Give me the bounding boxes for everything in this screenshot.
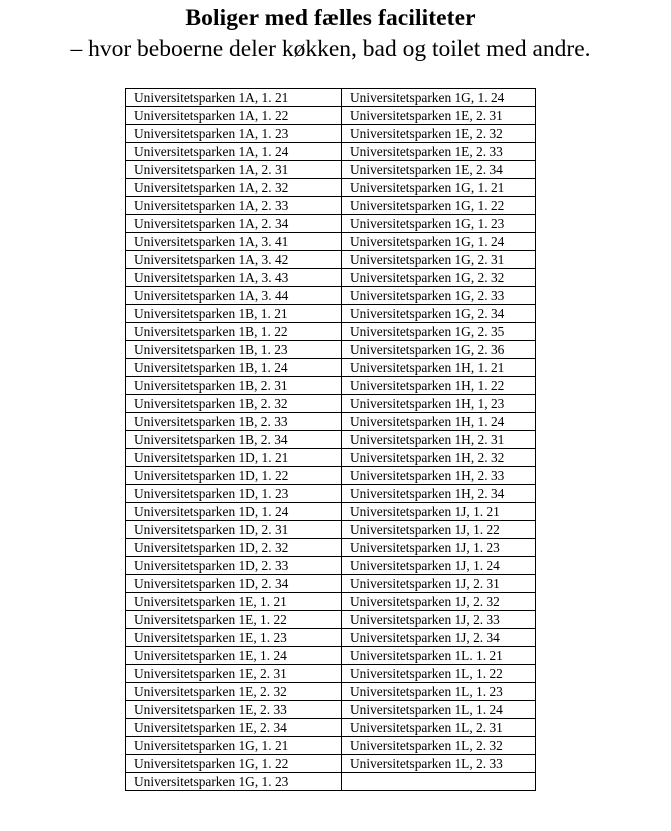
table-row [126, 611, 536, 629]
address-cell: Universitetsparken 1G, 1. 24 [342, 89, 536, 107]
address-cell: Universitetsparken 1H, 1. 21 [342, 359, 536, 377]
table-row [126, 359, 536, 377]
table-row [126, 647, 536, 665]
table-row [126, 503, 536, 521]
address-cell: Universitetsparken 1L, 1. 23 [342, 683, 536, 701]
address-cell: Universitetsparken 1J, 2. 31 [342, 575, 536, 593]
address-cell: Universitetsparken 1A, 2. 33 [126, 197, 342, 215]
address-cell: Universitetsparken 1G, 2. 33 [342, 287, 536, 305]
address-cell: Universitetsparken 1D, 2. 33 [126, 557, 342, 575]
table-row [126, 539, 536, 557]
address-cell: Universitetsparken 1J, 1. 21 [342, 503, 536, 521]
document-subtitle: – hvor beboerne deler køkken, bad og toilet med andre. [70, 36, 591, 62]
address-cell: Universitetsparken 1H, 2. 31 [342, 431, 536, 449]
table-row [126, 251, 536, 269]
address-cell: Universitetsparken 1A, 3. 44 [126, 287, 342, 305]
table-row [126, 215, 536, 233]
address-cell: Universitetsparken 1E, 2. 34 [342, 161, 536, 179]
address-cell: Universitetsparken 1E, 2. 31 [342, 107, 536, 125]
table-row [126, 305, 536, 323]
address-cell: Universitetsparken 1G, 2. 36 [342, 341, 536, 359]
address-cell: Universitetsparken 1D, 2. 31 [126, 521, 342, 539]
address-cell: Universitetsparken 1G, 1. 22 [342, 197, 536, 215]
address-cell: Universitetsparken 1E, 2. 33 [126, 701, 342, 719]
address-cell: Universitetsparken 1D, 1. 21 [126, 449, 342, 467]
address-cell: Universitetsparken 1J, 1. 22 [342, 521, 536, 539]
address-cell: Universitetsparken 1A, 2. 32 [126, 179, 342, 197]
address-cell: Universitetsparken 1G, 1. 21 [126, 737, 342, 755]
address-cell: Universitetsparken 1D, 1. 23 [126, 485, 342, 503]
address-cell: Universitetsparken 1H, 2. 33 [342, 467, 536, 485]
address-cell: Universitetsparken 1E, 2. 34 [126, 719, 342, 737]
table-row [126, 485, 536, 503]
address-cell: Universitetsparken 1E, 2. 31 [126, 665, 342, 683]
address-cell: Universitetsparken 1A, 3. 42 [126, 251, 342, 269]
table-row [126, 719, 536, 737]
table-row [126, 269, 536, 287]
address-cell: Universitetsparken 1H, 1. 22 [342, 377, 536, 395]
address-cell: Universitetsparken 1E, 1. 21 [126, 593, 342, 611]
address-cell: Universitetsparken 1B, 2. 31 [126, 377, 342, 395]
address-cell: Universitetsparken 1A, 1. 21 [126, 89, 342, 107]
address-cell: Universitetsparken 1D, 2. 34 [126, 575, 342, 593]
address-cell: Universitetsparken 1D, 2. 32 [126, 539, 342, 557]
address-cell: Universitetsparken 1A, 1. 24 [126, 143, 342, 161]
address-cell: Universitetsparken 1D, 1. 24 [126, 503, 342, 521]
address-cell: Universitetsparken 1L, 1. 22 [342, 665, 536, 683]
address-cell: Universitetsparken 1A, 3. 43 [126, 269, 342, 287]
address-cell [342, 773, 536, 791]
table-row [126, 323, 536, 341]
address-cell: Universitetsparken 1D, 1. 22 [126, 467, 342, 485]
address-cell: Universitetsparken 1B, 2. 32 [126, 395, 342, 413]
address-cell: Universitetsparken 1L, 2. 33 [342, 755, 536, 773]
address-cell: Universitetsparken 1B, 2. 34 [126, 431, 342, 449]
table-row [126, 575, 536, 593]
table-row [126, 197, 536, 215]
address-cell: Universitetsparken 1A, 3. 41 [126, 233, 342, 251]
address-cell: Universitetsparken 1J, 1. 24 [342, 557, 536, 575]
table-row [126, 665, 536, 683]
table-row [126, 107, 536, 125]
address-cell: Universitetsparken 1B, 1. 23 [126, 341, 342, 359]
table-row [126, 431, 536, 449]
table-row [126, 755, 536, 773]
table-row [126, 449, 536, 467]
table-row [126, 125, 536, 143]
address-cell: Universitetsparken 1E, 2. 32 [342, 125, 536, 143]
address-cell: Universitetsparken 1H, 1. 24 [342, 413, 536, 431]
address-cell: Universitetsparken 1G, 2. 32 [342, 269, 536, 287]
address-cell: Universitetsparken 1A, 1. 22 [126, 107, 342, 125]
address-cell: Universitetsparken 1J, 2. 34 [342, 629, 536, 647]
address-table [125, 88, 536, 791]
table-row [126, 683, 536, 701]
table-row [126, 179, 536, 197]
table-row [126, 737, 536, 755]
address-cell: Universitetsparken 1G, 1. 23 [342, 215, 536, 233]
address-cell: Universitetsparken 1B, 2. 33 [126, 413, 342, 431]
table-row [126, 287, 536, 305]
address-cell: Universitetsparken 1A, 2. 34 [126, 215, 342, 233]
table-row [126, 89, 536, 107]
address-cell: Universitetsparken 1G, 2. 34 [342, 305, 536, 323]
address-cell: Universitetsparken 1H, 2. 32 [342, 449, 536, 467]
address-table-body [126, 89, 536, 791]
address-cell: Universitetsparken 1J, 2. 32 [342, 593, 536, 611]
address-cell: Universitetsparken 1L, 1. 24 [342, 701, 536, 719]
table-row [126, 521, 536, 539]
table-row [126, 467, 536, 485]
address-cell: Universitetsparken 1L. 1. 21 [342, 647, 536, 665]
address-cell: Universitetsparken 1B, 1. 21 [126, 305, 342, 323]
address-cell: Universitetsparken 1E, 1. 24 [126, 647, 342, 665]
address-cell: Universitetsparken 1A, 2. 31 [126, 161, 342, 179]
table-row [126, 593, 536, 611]
address-cell: Universitetsparken 1E, 2. 32 [126, 683, 342, 701]
address-cell: Universitetsparken 1E, 1. 22 [126, 611, 342, 629]
address-cell: Universitetsparken 1L, 2. 32 [342, 737, 536, 755]
address-cell: Universitetsparken 1J, 2. 33 [342, 611, 536, 629]
table-row [126, 233, 536, 251]
address-cell: Universitetsparken 1G, 1. 21 [342, 179, 536, 197]
address-cell: Universitetsparken 1H, 2. 34 [342, 485, 536, 503]
address-cell: Universitetsparken 1G, 1. 23 [126, 773, 342, 791]
document-title: Boliger med fælles faciliteter [185, 5, 476, 31]
address-cell: Universitetsparken 1A, 1. 23 [126, 125, 342, 143]
table-row [126, 161, 536, 179]
address-cell: Universitetsparken 1G, 2. 35 [342, 323, 536, 341]
address-cell: Universitetsparken 1B, 1. 22 [126, 323, 342, 341]
table-row [126, 143, 536, 161]
address-cell: Universitetsparken 1L, 2. 31 [342, 719, 536, 737]
table-row [126, 701, 536, 719]
table-row [126, 413, 536, 431]
address-cell: Universitetsparken 1G, 1. 22 [126, 755, 342, 773]
table-row [126, 395, 536, 413]
address-cell: Universitetsparken 1E, 2. 33 [342, 143, 536, 161]
address-cell: Universitetsparken 1E, 1. 23 [126, 629, 342, 647]
table-row [126, 629, 536, 647]
table-row [126, 773, 536, 791]
address-cell: Universitetsparken 1J, 1. 23 [342, 539, 536, 557]
address-cell: Universitetsparken 1G, 2. 31 [342, 251, 536, 269]
table-row [126, 557, 536, 575]
table-row [126, 377, 536, 395]
address-cell: Universitetsparken 1G, 1. 24 [342, 233, 536, 251]
address-cell: Universitetsparken 1B, 1. 24 [126, 359, 342, 377]
table-row [126, 341, 536, 359]
address-cell: Universitetsparken 1H, 1, 23 [342, 395, 536, 413]
